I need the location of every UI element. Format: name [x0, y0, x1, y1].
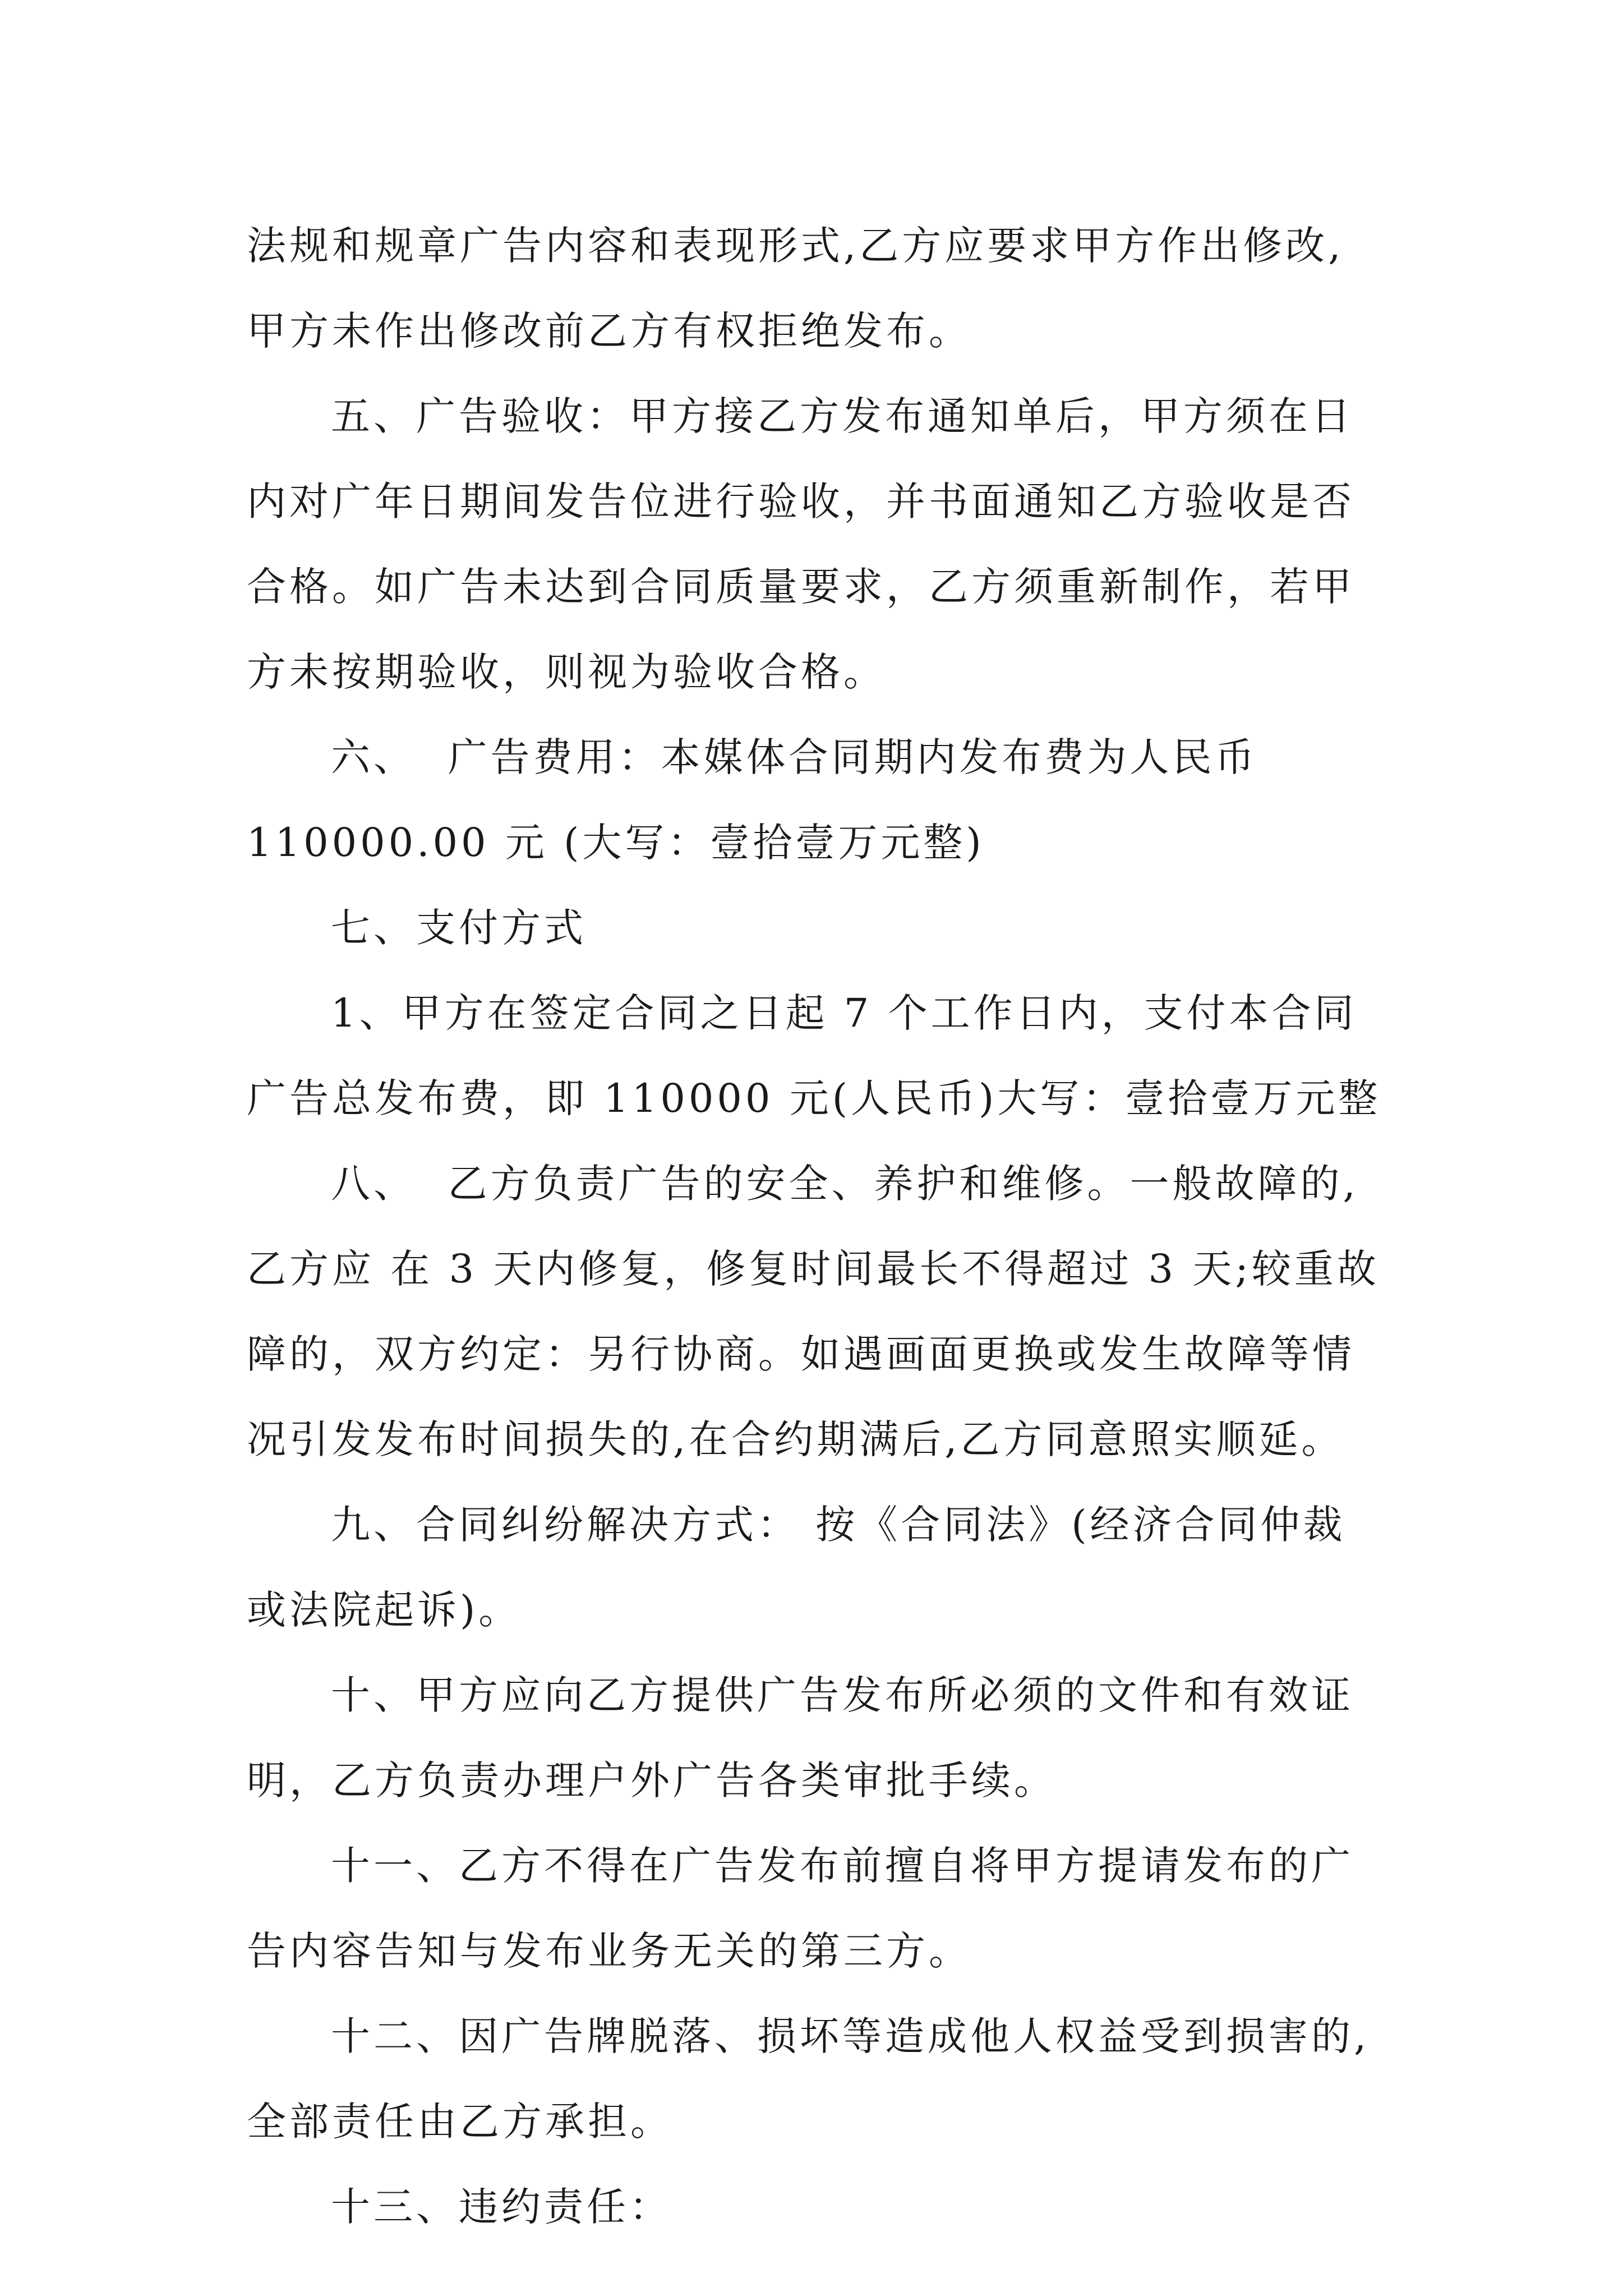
text-line: 九、合同纠纷解决方式： 按《合同法》(经济合同仲裁 [331, 1502, 1346, 1548]
text-line: 全部责任由乙方承担。 [247, 2099, 673, 2145]
text-line: 十一、乙方不得在广告发布前擅自将甲方提请发布的广 [331, 1843, 1354, 1889]
text-line: 乙方应 在 3 天内修复，修复时间最长不得超过 3 天;较重故 [247, 1246, 1380, 1292]
text-line: 明，乙方负责办理户外广告各类审批手续。 [247, 1757, 1057, 1803]
text-line: 告内容告知与发布业务无关的第三方。 [247, 1928, 971, 1974]
text-line: 110000.00 元 (大写：壹拾壹万元整) [247, 820, 985, 866]
text-line: 甲方未作出修改前乙方有权拒绝发布。 [247, 308, 971, 354]
text-line: 六、 广告费用：本媒体合同期内发布费为人民币 [331, 734, 1258, 780]
text-line: 内对广年日期间发告位进行验收，并书面通知乙方验收是否 [247, 478, 1355, 524]
text-line: 1、甲方在签定合同之日起 7 个工作日内，支付本合同 [331, 990, 1357, 1036]
text-line: 或法院起诉)。 [247, 1587, 522, 1633]
text-line: 障的，双方约定：另行协商。如遇画面更换或发生故障等情 [247, 1331, 1355, 1377]
text-line: 十、甲方应向乙方提供广告发布所必须的文件和有效证 [331, 1672, 1354, 1718]
text-line: 五、广告验收：甲方接乙方发布通知单后，甲方须在日 [331, 393, 1354, 439]
text-line: 十二、因广告牌脱落、损坏等造成他人权益受到损害的, [331, 2013, 1370, 2059]
text-line: 方未按期验收，则视为验收合格。 [247, 649, 886, 695]
text-line: 七、支付方式 [331, 905, 587, 951]
text-line: 法规和规章广告内容和表现形式,乙方应要求甲方作出修改, [247, 223, 1344, 269]
text-line: 十三、违约责任： [331, 2184, 672, 2230]
text-line: 广告总发布费，即 110000 元(人民币)大写：壹拾壹万元整 [247, 1075, 1381, 1121]
contract-text [247, 203, 1430, 2249]
text-line: 八、 乙方负责广告的安全、养护和维修。一般故障的, [331, 1161, 1359, 1207]
text-line: 况引发发布时间损失的,在合约期满后,乙方同意照实顺延。 [247, 1416, 1344, 1462]
text-line: 合格。如广告未达到合同质量要求，乙方须重新制作，若甲 [247, 564, 1355, 610]
